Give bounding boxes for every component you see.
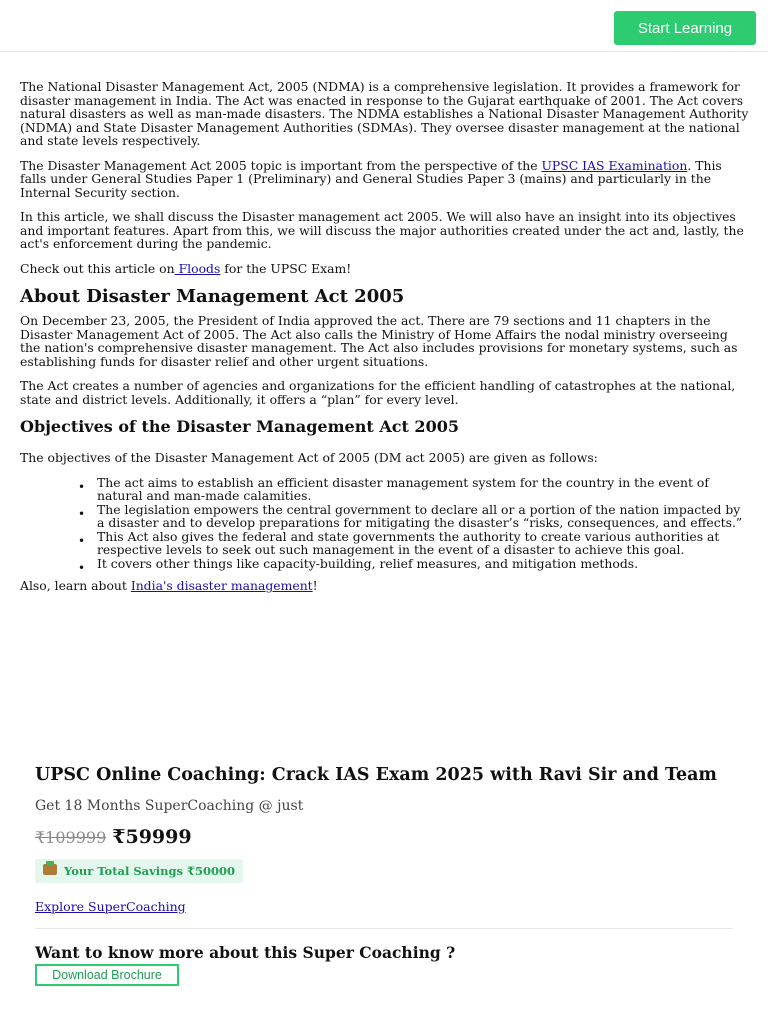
savings-badge: Your Total Savings ₹50000	[35, 859, 243, 883]
old-price: ₹109999	[35, 828, 107, 847]
list-item: • The legislation empowers the central government to declare all or a portion of the nation impacted by a disaster and to develop preparations for mitigating the disaster’s “risks, consequences, and effects.”	[78, 501, 743, 530]
bullet-icon: •	[78, 533, 86, 548]
objectives-list	[78, 474, 750, 575]
bullet-icon: •	[78, 479, 86, 494]
wallet-icon	[43, 864, 57, 875]
bullet-icon: •	[78, 506, 86, 521]
floods-paragraph: Check out this article on Floods for the UPSC Exam!	[20, 260, 352, 276]
top-bar	[0, 0, 768, 52]
floods-link[interactable]: Floods	[174, 260, 221, 276]
start-learning-button[interactable]: Start Learning	[614, 11, 756, 45]
list-item: • The act aims to establish an efficient disaster management system for the country in the event of natural and man-made calamities.	[78, 474, 709, 503]
about-paragraph-1: On December 23, 2005, the President of India approved the act. There are 79 sections and 11 chapters in the Disaster Management Act of 2005. The Act also calls the Ministry of Home Affairs the nodal ministry overseeing the nation's comprehensive disaster management. The Act also includes provisions for monetary systems, such as establishing funds for disaster relief and other urgent situations.	[20, 313, 738, 369]
supercoaching-promo	[35, 760, 733, 986]
download-brochure-button[interactable]: Download Brochure	[35, 964, 179, 986]
objectives-heading: Objectives of the Disaster Management Act 2005	[20, 417, 459, 436]
also-learn-paragraph: Also, learn about India's disaster management!	[20, 578, 318, 593]
article-body	[20, 80, 750, 604]
upsc-ias-link[interactable]: UPSC IAS Examination	[541, 157, 688, 173]
about-paragraph-2: The Act creates a number of agencies and organizations for the efficient handling of catastrophes at the national, state and district levels. Additionally, it offers a “plan” for every level.	[20, 378, 736, 407]
objectives-intro: The objectives of the Disaster Management Act of 2005 (DM act 2005) are given as follows:	[20, 450, 598, 465]
new-price: ₹59999	[112, 826, 192, 848]
divider	[35, 928, 733, 929]
india-disaster-management-link[interactable]: India's disaster management	[130, 578, 313, 593]
list-item: • This Act also gives the federal and state governments the authority to create various authorities at respective levels to seek out such management in the event of a disaster to achieve this goal.	[78, 528, 720, 557]
explore-supercoaching-link[interactable]: Explore SuperCoaching	[35, 899, 186, 914]
exam-relevance-paragraph: The Disaster Management Act 2005 topic is important from the perspective of the UPSC IAS Examination. This falls under General Studies Paper 1 (Preliminary) and General Studies Paper 3 (mains) and particularly in the Internal Security section.	[20, 157, 722, 200]
article-overview-paragraph: In this article, we shall discuss the Disaster management act 2005. We will also have an insight into its objectives and important features. Apart from this, we will discuss the major authorities created under the act and, lastly, the act's enforcement during the pandemic.	[20, 209, 744, 251]
promo-title: UPSC Online Coaching: Crack IAS Exam 2025 with Ravi Sir and Team	[35, 765, 717, 785]
promo-subtitle: Get 18 Months SuperCoaching @ just	[35, 798, 304, 814]
about-heading: About Disaster Management Act 2005	[20, 286, 405, 307]
bullet-icon: •	[78, 560, 86, 575]
list-item: • It covers other things like capacity-building, relief measures, and mitigation methods.	[78, 555, 639, 575]
price-row	[35, 826, 733, 848]
want-more-heading: Want to know more about this Super Coaching ?	[35, 943, 456, 962]
intro-paragraph: The National Disaster Management Act, 2005 (NDMA) is a comprehensive legislation. It provides a framework for disaster management in India. The Act was enacted in response to the Gujarat earthquake of 2001. The Act covers natural disasters as well as man-made disasters. The NDMA establishes a National Disaster Management Authority (NDMA) and State Disaster Management Authorities (SDMAs). They oversee disaster management at the national and state levels respectively.	[20, 79, 749, 148]
